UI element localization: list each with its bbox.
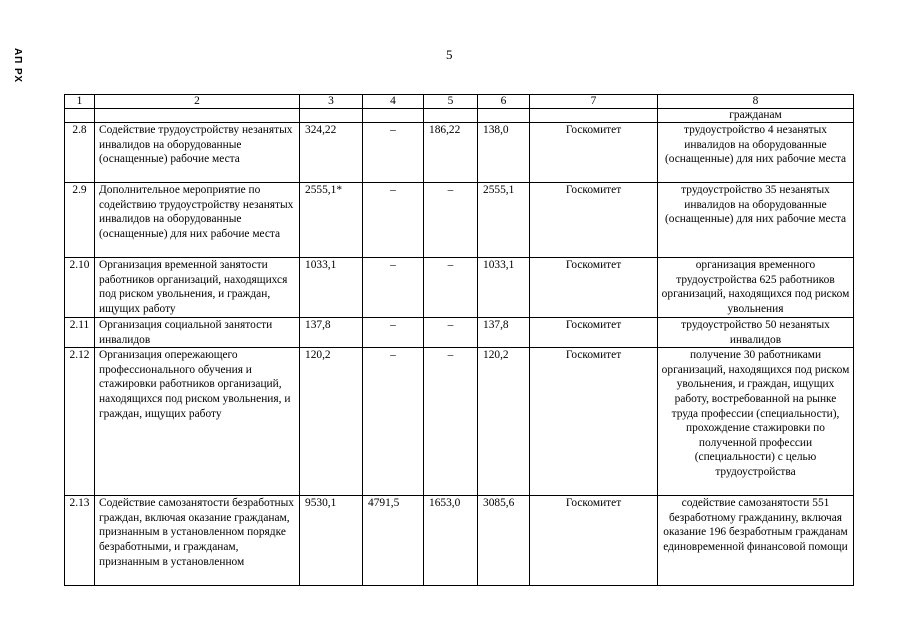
program-measures-table xyxy=(64,94,854,586)
expected-result: содействие самозанятости 551 безработному гражданину, включая оказание 196 безработным гражданам единовременной финансовой помощи xyxy=(658,496,854,586)
total-amount: 137,8 xyxy=(300,318,363,348)
header-cell: 6 xyxy=(478,95,530,109)
measure-name: Организация социальной занятости инвалидов xyxy=(95,318,300,348)
row-number: 2.11 xyxy=(65,318,95,348)
amount-col5: – xyxy=(424,318,478,348)
table-row xyxy=(65,348,854,496)
measure-name: Дополнительное мероприятие по содействию трудоустройству незанятых инвалидов на оборудованные (оснащенные) для них рабочие места xyxy=(95,183,300,258)
row-number: 2.13 xyxy=(65,496,95,586)
row-number: 2.9 xyxy=(65,183,95,258)
table-row xyxy=(65,258,854,318)
expected-result: трудоустройство 4 незанятых инвалидов на оборудованные (оснащенные) для них рабочие места xyxy=(658,123,854,183)
header-cell: 5 xyxy=(424,95,478,109)
side-margin-label: АП РХ xyxy=(12,48,23,84)
header-cell: 8 xyxy=(658,95,854,109)
executor: Госкомитет xyxy=(530,258,658,318)
executor: Госкомитет xyxy=(530,123,658,183)
row-number: 2.8 xyxy=(65,123,95,183)
table-row xyxy=(65,183,854,258)
continuation-row xyxy=(65,109,854,123)
column-number-row xyxy=(65,95,854,109)
page-number: 5 xyxy=(446,47,453,62)
amount-col5: 1653,0 xyxy=(424,496,478,586)
amount-col4: – xyxy=(363,123,424,183)
measure-name: Содействие самозанятости безработных граждан, включая оказание гражданам, признанным в установленном порядке безработными, и гражданам, признанным в установленном xyxy=(95,496,300,586)
executor: Госкомитет xyxy=(530,318,658,348)
continuation-text: гражданам xyxy=(658,109,854,123)
amount-col4: 4791,5 xyxy=(363,496,424,586)
amount-col5: – xyxy=(424,258,478,318)
amount-col4: – xyxy=(363,258,424,318)
measure-name: Содействие трудоустройству незанятых инвалидов на оборудованные (оснащенные) рабочие места xyxy=(95,123,300,183)
amount-col5: – xyxy=(424,348,478,496)
table-row xyxy=(65,496,854,586)
executor: Госкомитет xyxy=(530,348,658,496)
table-row xyxy=(65,318,854,348)
amount-col6: 138,0 xyxy=(478,123,530,183)
total-amount: 324,22 xyxy=(300,123,363,183)
total-amount: 9530,1 xyxy=(300,496,363,586)
row-number: 2.12 xyxy=(65,348,95,496)
amount-col5: – xyxy=(424,183,478,258)
header-cell: 7 xyxy=(530,95,658,109)
header-cell: 2 xyxy=(95,95,300,109)
amount-col6: 120,2 xyxy=(478,348,530,496)
amount-col5: 186,22 xyxy=(424,123,478,183)
amount-col4: – xyxy=(363,348,424,496)
header-cell: 1 xyxy=(65,95,95,109)
measure-name: Организация временной занятости работников организаций, находящихся под риском увольнения, и граждан, ищущих работу xyxy=(95,258,300,318)
amount-col6: 137,8 xyxy=(478,318,530,348)
amount-col4: – xyxy=(363,318,424,348)
executor: Госкомитет xyxy=(530,183,658,258)
total-amount: 120,2 xyxy=(300,348,363,496)
total-amount: 1033,1 xyxy=(300,258,363,318)
table-row xyxy=(65,123,854,183)
total-amount: 2555,1* xyxy=(300,183,363,258)
header-cell: 3 xyxy=(300,95,363,109)
amount-col6: 3085,6 xyxy=(478,496,530,586)
expected-result: трудоустройство 50 незанятых инвалидов xyxy=(658,318,854,348)
expected-result: организация временного трудоустройства 625 работников организаций, находящихся под риском увольнения xyxy=(658,258,854,318)
expected-result: трудоустройство 35 незанятых инвалидов на оборудованные (оснащенные) для них рабочие места xyxy=(658,183,854,258)
expected-result: получение 30 работниками организаций, находящихся под риском увольнения, и граждан, ищущих работу, востребованной на рынке труда профессии (специальности), прохождение стажировки по полученной профессии (специальности) с целью трудоустройства xyxy=(658,348,854,496)
header-cell: 4 xyxy=(363,95,424,109)
amount-col6: 1033,1 xyxy=(478,258,530,318)
executor: Госкомитет xyxy=(530,496,658,586)
amount-col4: – xyxy=(363,183,424,258)
amount-col6: 2555,1 xyxy=(478,183,530,258)
row-number: 2.10 xyxy=(65,258,95,318)
measure-name: Организация опережающего профессионального обучения и стажировки работников организаций, находящихся под риском увольнения, и граждан, ищущих работу xyxy=(95,348,300,496)
